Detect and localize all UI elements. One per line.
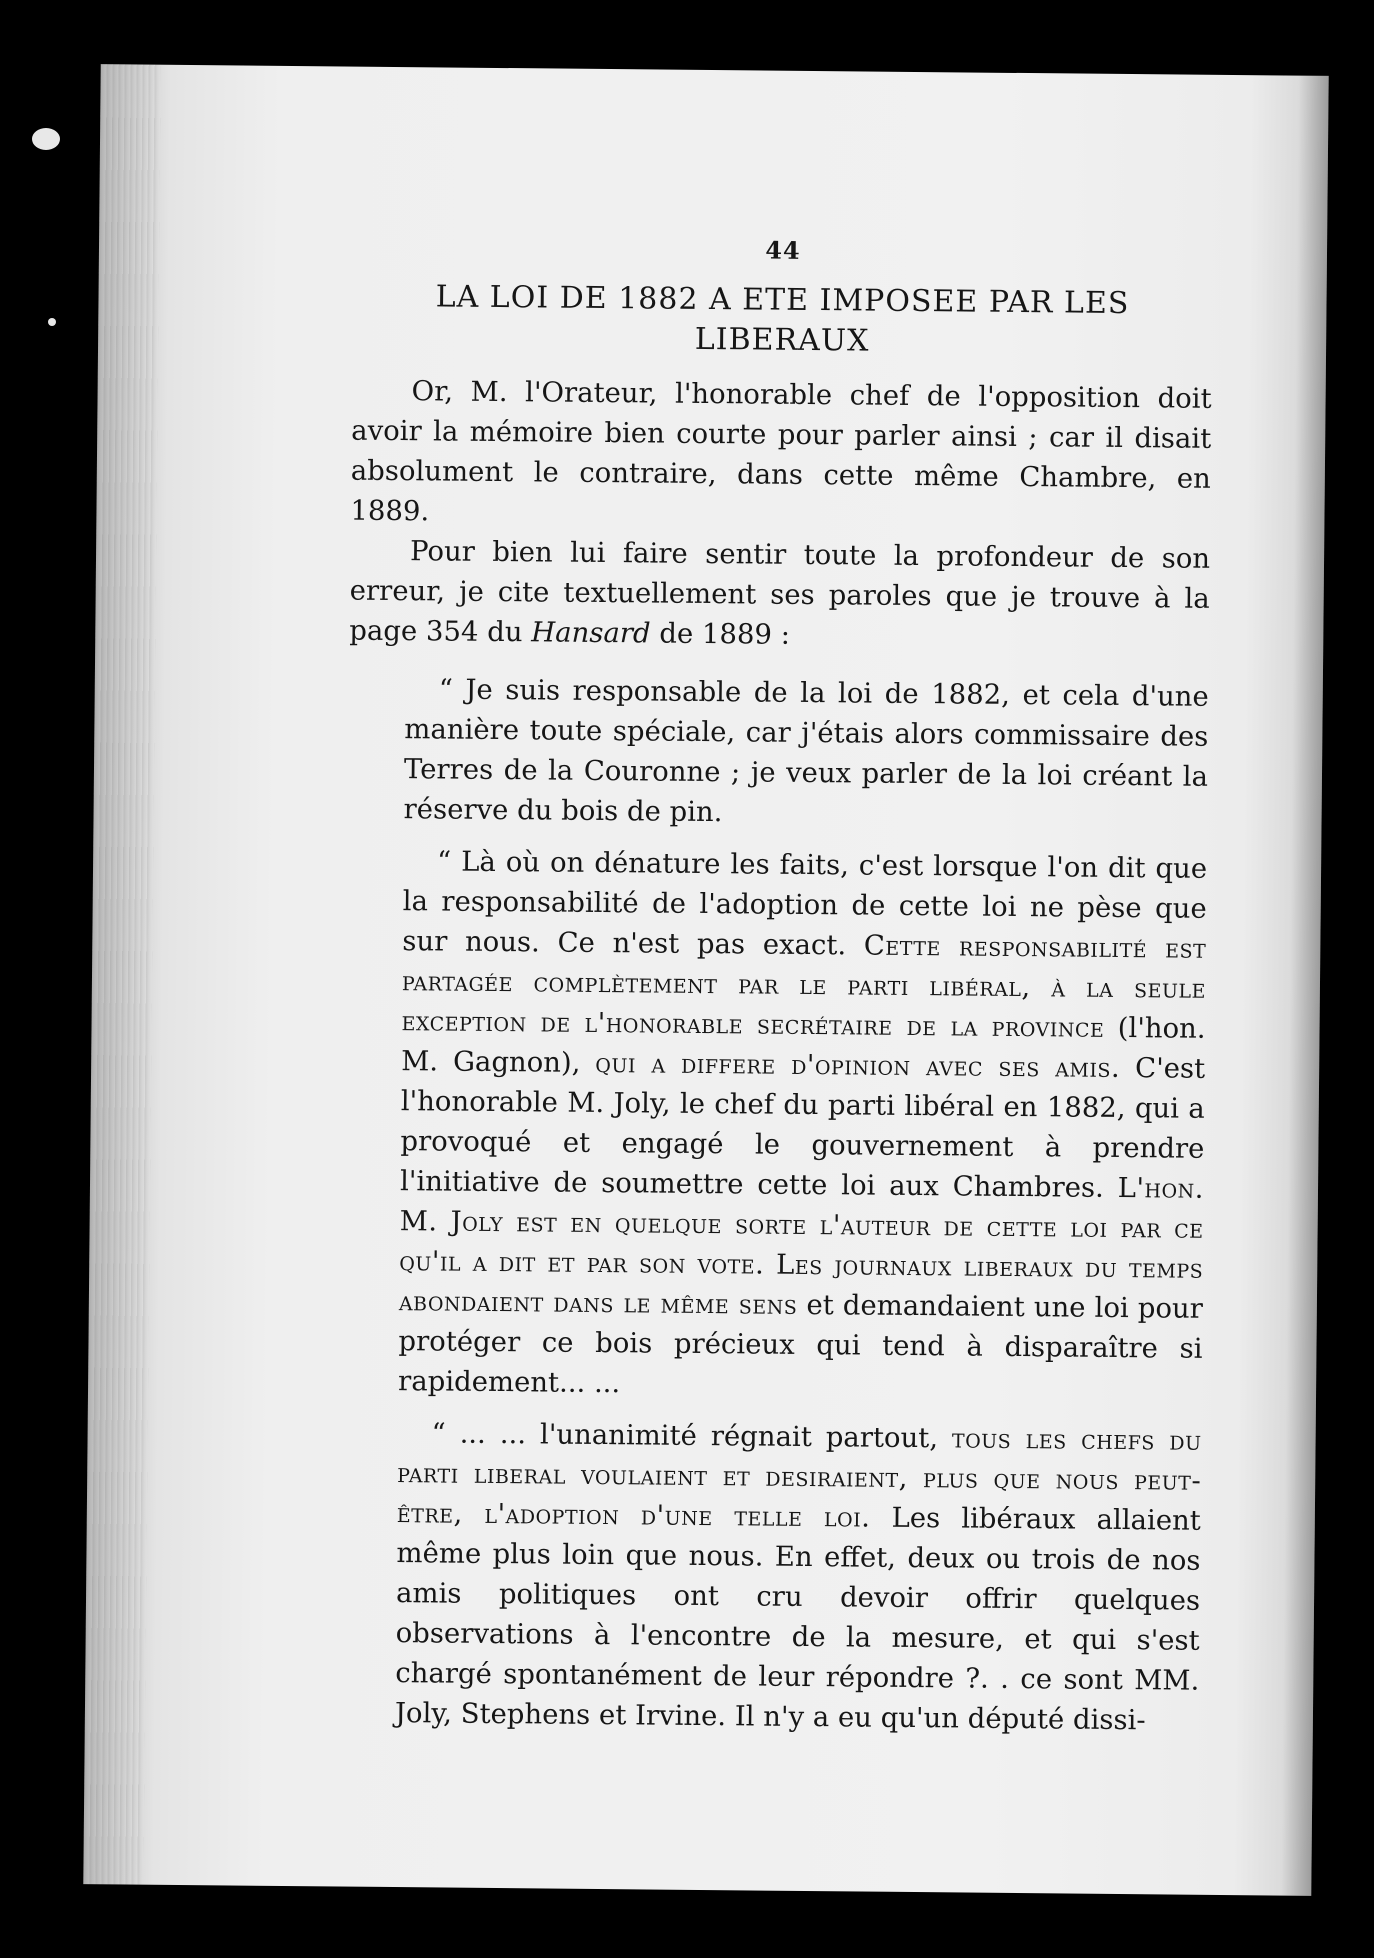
scan-artifact: [48, 318, 56, 326]
page-binding-edge: [83, 64, 160, 1884]
hansard-title: Hansard: [531, 616, 651, 650]
quote-2-text-a: “ Là où on dénature les faits, c'est lorsque l'on dit que la responsabilité de l'adoption de cette loi ne pèse que sur nous. Ce n'est pas exact.: [402, 845, 1208, 962]
page-right-edge: [1281, 76, 1328, 1896]
paragraph-1: Or, M. l'Orateur, l'honorable chef de l'opposition doit avoir la mémoire bien courte pour parler ainsi ; car il disait absolument le contraire, dans cette même Chambre, en 1889.: [350, 375, 1212, 528]
quote-2-smallcaps-2: qui a differe d'opinion avec ses amis.: [595, 1046, 1121, 1084]
section-heading: [352, 277, 1213, 365]
paragraph-2-text-a: Pour bien lui faire sentir toute la profondeur de son erreur, je cite textuellement ses paroles que je trouve à la page 354 du: [349, 535, 1211, 649]
paragraph-2: [349, 531, 1210, 659]
book-page: [83, 64, 1328, 1896]
quote-3-smallcaps-1: tous les chefs du parti liberal voulaient et desiraient, plus que nous peut-être, l'adoption d'une telle loi.: [396, 1422, 1202, 1534]
quote-2-smallcaps-3: L'hon. M. Joly est en quelque sorte l'auteur de cette loi par ce qu'il a dit et par son vote. Les journaux liberaux du temps abondaient dans le même sens: [398, 1171, 1205, 1321]
quote-3: [395, 1413, 1202, 1741]
quote-2: [398, 841, 1207, 1409]
quote-3-text-b: Les libéraux allaient même plus loin que nous. En effet, deux ou trois de nos amis politiques ont cru devoir offrir quelques observations à l'encontre de la mesure, et qui s'est chargé spontanément de leur répondre ?. . ce sont MM. Joly, Stephens et Irvine. Il n'y a eu qu'un député dissi-: [394, 1501, 1201, 1737]
section-heading-line-1: LA LOI DE 1882 A ETE IMPOSEE PAR LES: [435, 279, 1130, 322]
scan-artifact: [32, 128, 60, 150]
quote-2-text-d: et demandaient une loi pour protéger ce bois précieux qui tend à disparaître si rapidement... ...: [397, 1288, 1204, 1400]
quote-2-text-c: C'est l'honorable M. Joly, le chef du parti libéral en 1882, qui a provoqué et engagé le gouvernement à prendre l'initiative de soumettre cette loi aux Chambres.: [399, 1051, 1206, 1204]
quote-2-smallcaps-1: Cette responsabilité est partagée complètement par le parti libéral, à la seule exception de l'honorable secrétaire de la province: [401, 929, 1207, 1044]
page-number: 44: [765, 235, 801, 265]
page-text-block: [339, 227, 1213, 1741]
section-heading-line-2: LIBERAUX: [694, 321, 870, 359]
quote-1: “ Je suis responsable de la loi de 1882, et cela d'une manière toute spéciale, car j'étais alors commissaire des Terres de la Couronne ; je veux parler de la loi créant la réserve du bois de pin.: [403, 673, 1209, 829]
paragraph-2-text-b: de 1889 :: [650, 617, 791, 651]
quote-2-text-b: (l'hon. M. Gagnon),: [401, 1011, 1206, 1079]
quote-3-text-a: “ ... ... l'unanimité régnait partout,: [431, 1417, 953, 1455]
